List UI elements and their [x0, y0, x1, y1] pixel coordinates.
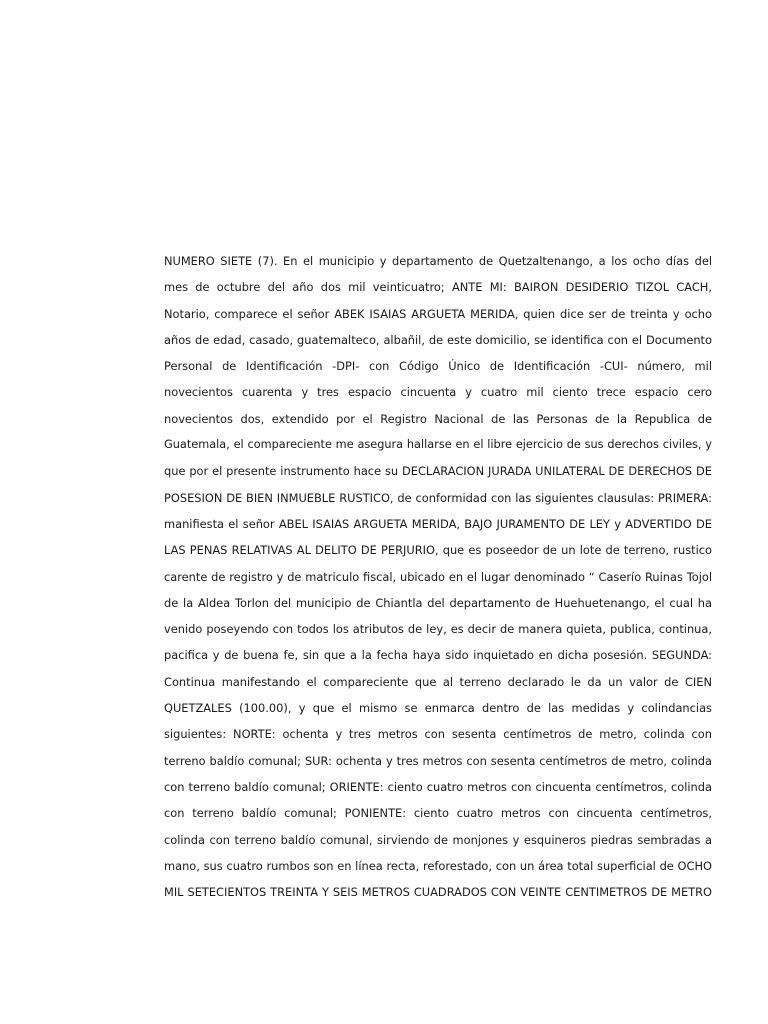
text-line: con terreno baldío comunal; ORIENTE: ciento cuatro metros con cincuenta centímetros, colinda	[164, 779, 712, 794]
text-line: pacifica y de buena fe, sin que a la fecha haya sido inquietado en dicha posesión. SEGUNDA:	[164, 648, 712, 663]
text-line: POSESION DE BIEN INMUEBLE RUSTICO, de conformidad con las siguientes clausulas: PRIMERA:	[164, 490, 712, 505]
text-line: siguientes: NORTE: ochenta y tres metros con sesenta centímetros de metro, colinda con	[164, 727, 712, 742]
text-line: colinda con terreno baldío comunal, sirviendo de monjones y esquineros piedras sembradas a	[164, 832, 712, 847]
text-line: MIL SETECIENTOS TREINTA Y SEIS METROS CUADRADOS CON VEINTE CENTIMETROS DE METRO	[164, 885, 712, 900]
text-line: Guatemala, el compareciente me asegura hallarse en el libre ejercicio de sus derechos civiles, y	[164, 438, 712, 452]
text-line: años de edad, casado, guatemalteco, albañil, de este domicilio, se identifica con el Documento	[164, 332, 712, 347]
text-line: venido poseyendo con todos los atributos de ley, es decir de manera quieta, publica, continua,	[164, 622, 712, 637]
text-line: LAS PENAS RELATIVAS AL DELITO DE PERJURIO, que es poseedor de un lote de terreno, rustico	[164, 543, 712, 558]
deed-body-text	[164, 251, 712, 908]
text-line: novecientos dos, extendido por el Registro Nacional de las Personas de la Republica de	[164, 411, 712, 426]
text-line: mes de octubre del año dos mil veinticuatro; ANTE MI: BAIRON DESIDERIO TIZOL CACH,	[164, 280, 712, 295]
text-line: Notario, comparece el señor ABEK ISAIAS ARGUETA MERIDA, quien dice ser de treinta y ocho	[164, 306, 712, 321]
text-line: con terreno baldío comunal; PONIENTE: ciento cuatro metros con cincuenta centímetros,	[164, 806, 712, 821]
text-line: terreno baldío comunal; SUR: ochenta y tres metros con sesenta centímetros de metro, colinda	[164, 753, 712, 768]
text-line: carente de registro y de matriculo fiscal, ubicado en el lugar denominado “ Caserío Ruinas Tojol	[164, 569, 712, 584]
text-line: NUMERO SIETE (7). En el municipio y departamento de Quetzaltenango, a los ocho días del	[164, 254, 712, 268]
text-line: que por el presente instrumento hace su DECLARACION JURADA UNILATERAL DE DERECHOS DE	[164, 464, 712, 479]
text-line: QUETZALES (100.00), y que el mismo se enmarca dentro de las medidas y colindancias	[164, 701, 712, 716]
text-line: de la Aldea Torlon del municipio de Chiantla del departamento de Huehuetenango, el cual ha	[164, 595, 712, 610]
text-line: mano, sus cuatro rumbos son en línea recta, reforestado, con un área total superficial de OCHO	[164, 858, 712, 873]
text-line: novecientos cuarenta y tres espacio cincuenta y cuatro mil ciento trece espacio cero	[164, 385, 712, 400]
text-line: Continua manifestando el compareciente que al terreno declarado le da un valor de CIEN	[164, 674, 712, 689]
text-line: manifiesta el señor ABEL ISAIAS ARGUETA MERIDA, BAJO JURAMENTO DE LEY y ADVERTIDO DE	[164, 516, 712, 531]
text-line: Personal de Identificación -DPI- con Código Único de Identificación -CUI- número, mil	[164, 359, 712, 374]
